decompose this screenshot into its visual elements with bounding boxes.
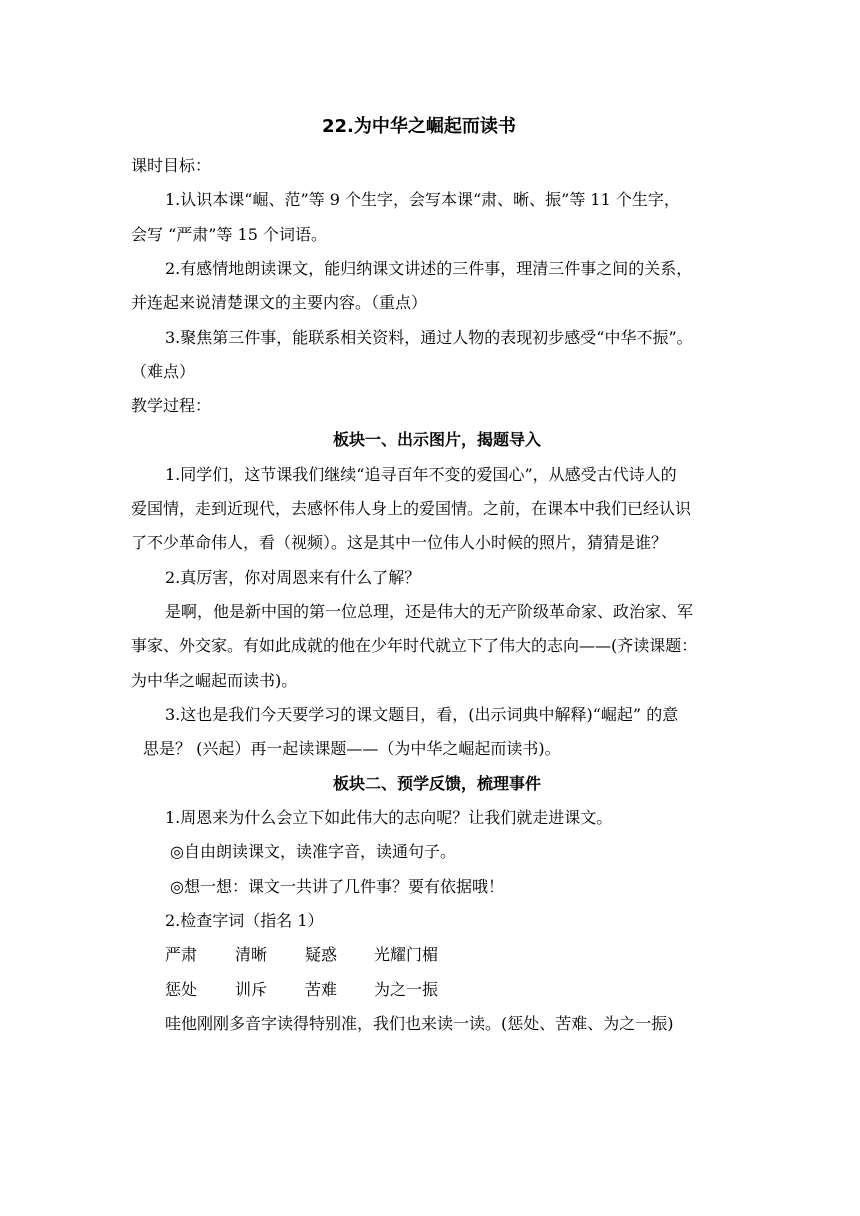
process-label: 教学过程： [131, 396, 212, 415]
section-1-paragraph-1-line-1: 1.同学们，这节课我们继续“追寻百年不变的爱国心”，从感受古代诗人的 [165, 465, 677, 484]
section-1-paragraph-3-line-1: 是啊，他是新中国的第一位总理，还是伟大的无产阶级革命家、政治家、军 [165, 602, 694, 621]
vocab-word: 训斥 [235, 980, 268, 999]
goal-3-line-2: （难点） [131, 362, 196, 381]
section-2-heading: 板块二、预学反馈，梳理事件 [333, 774, 542, 793]
section-1-paragraph-3-line-2: 事家、外交家。有如此成就的他在少年时代就立下了伟大的志向——(齐读课题： [131, 636, 698, 655]
vocab-word: 光耀门楣 [374, 945, 439, 964]
goal-3-line-1: 3.聚焦第三件事，能联系相关资料，通过人物的表现初步感受“中华不振”。 [165, 328, 693, 347]
goal-2-line-2: 并连起来说清楚课文的主要内容。（重点） [131, 293, 428, 312]
section-2-paragraph-1: 1.周恩来为什么会立下如此伟大的志向呢？让我们就走进课文。 [165, 808, 613, 827]
section-1-paragraph-4-line-1: 3.这也是我们今天要学习的课文题目，看，(出示词典中解释)“崛起” 的意 [165, 705, 679, 724]
section-2-paragraph-3: 哇他刚刚多音字读得特别准，我们也来读一读。(惩处、苦难、为之一振) [165, 1014, 674, 1033]
vocab-word: 为之一振 [374, 980, 439, 999]
vocab-word: 疑惑 [305, 945, 338, 964]
goals-label: 课时目标： [131, 156, 212, 175]
goal-2-line-1: 2.有感情地朗读课文，能归纳课文讲述的三件事，理清三件事之间的关系， [165, 259, 693, 278]
section-2-bullet-1: ◎自由朗读课文，读准字音，读通句子。 [170, 842, 456, 861]
section-2-bullet-2: ◎想一想：课文一共讲了几件事？要有依据哦！ [170, 877, 504, 896]
section-1-paragraph-2: 2.真厉害，你对周恩来有什么了解？ [165, 568, 421, 587]
goal-1-line-2: 会写 “严肃”等 15 个词语。 [131, 225, 327, 244]
section-1-paragraph-3-line-3: 为中华之崛起而读书)。 [131, 671, 298, 690]
vocab-word: 苦难 [305, 980, 338, 999]
section-2-paragraph-2: 2.检查字词（指名 1） [165, 911, 324, 930]
vocab-word: 惩处 [165, 980, 198, 999]
section-1-paragraph-4-line-2: 思是？ (兴起）再一起读课题——（为中华之崛起而读书)。 [143, 739, 561, 758]
section-1-heading: 板块一、出示图片，揭题导入 [333, 430, 542, 449]
goal-1-line-1: 1.认识本课“崛、范”等 9 个生字，会写本课“肃、晰、振”等 11 个生字， [165, 190, 680, 209]
lesson-title: 22.为中华之崛起而读书 [322, 116, 516, 137]
section-1-paragraph-1-line-2: 爱国情，走到近现代，去感怀伟人身上的爱国情。之前，在课本中我们已经认识 [131, 499, 692, 518]
vocab-word: 严肃 [165, 945, 198, 964]
section-1-paragraph-1-line-3: 了不少革命伟人，看（视频）。这是其中一位伟人小时候的照片，猜猜是谁？ [131, 533, 668, 552]
vocab-word: 清晰 [235, 945, 268, 964]
